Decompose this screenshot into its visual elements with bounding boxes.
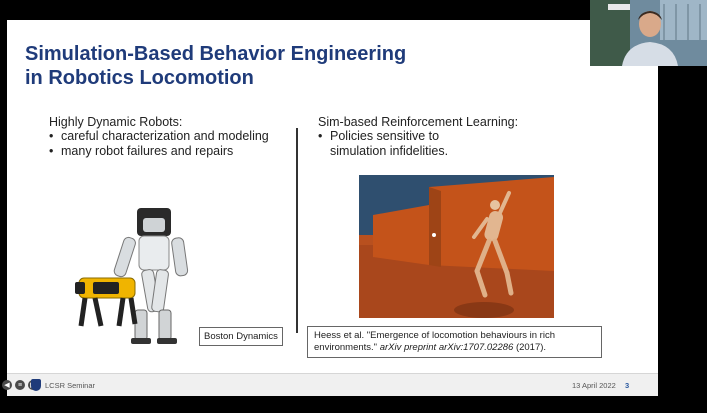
right-bullet-list	[318, 129, 468, 159]
left-column-heading: Highly Dynamic Robots:	[49, 115, 183, 129]
slide-title-line-1: Simulation-Based Behavior Engineering	[25, 43, 407, 65]
university-seal-icon	[31, 379, 41, 391]
boston-dynamics-robots-image	[75, 198, 203, 348]
citation-year: (2017).	[515, 342, 547, 353]
presentation-slide	[4, 20, 658, 395]
simulation-humanoid-image	[359, 175, 554, 318]
seminar-name: LCSR Seminar	[45, 381, 96, 390]
right-column-heading: Sim-based Reinforcement Learning:	[318, 115, 519, 129]
slide-menu-button[interactable]: ≡	[15, 380, 25, 390]
heess-citation-caption	[307, 326, 602, 358]
left-bullet-1: • careful characterization and modeling	[49, 129, 289, 144]
presenter-webcam-video	[590, 0, 707, 66]
column-divider	[296, 128, 298, 333]
previous-slide-button[interactable]: ◀	[2, 380, 12, 390]
slide-page-number: 3	[625, 381, 630, 390]
left-bullet-2: • many robot failures and repairs	[49, 144, 289, 159]
slide-footer	[4, 373, 658, 396]
slide-date: 13 April 2022	[572, 381, 616, 390]
slide-title-line-2: in Robotics Locomotion	[25, 67, 254, 89]
citation-journal: arXiv preprint arXiv:1707.02286	[379, 342, 514, 353]
left-bullet-list	[49, 129, 289, 159]
slide-title	[25, 42, 406, 90]
citation-text: Heess et al. "Emergence of locomotion behaviours in rich environments."	[314, 330, 555, 353]
right-bullet-1: • Policies sensitive to simulation infidelities.	[318, 129, 468, 159]
boston-dynamics-caption: Boston Dynamics	[199, 327, 283, 346]
